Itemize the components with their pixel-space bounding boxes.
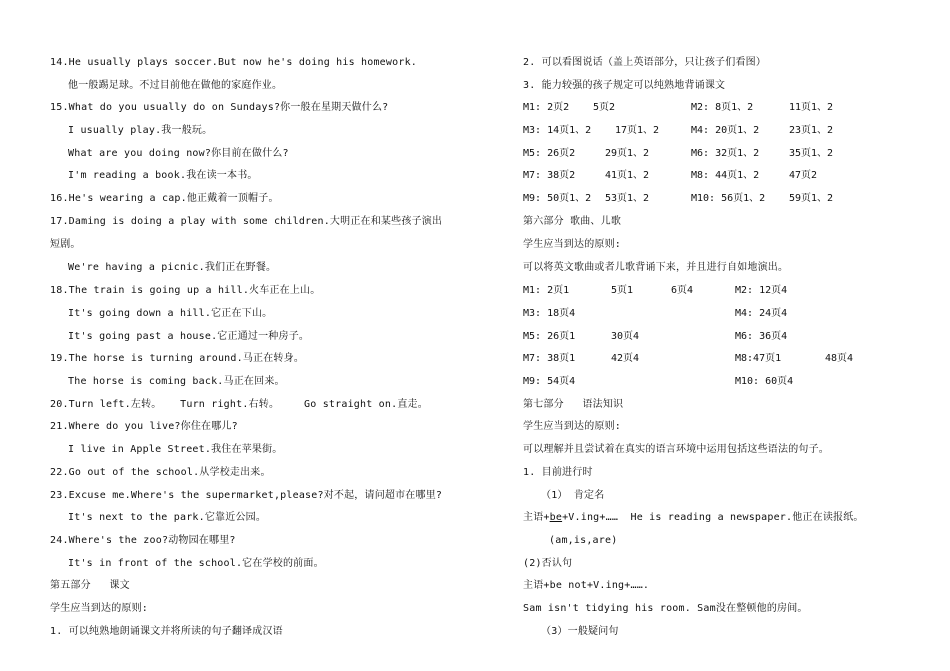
text-line: (am,is,are) [549,535,618,546]
text-line: 短剧。 [50,239,81,250]
text-line: 18.The train is going up a hill.火车正在上山。 [50,285,321,296]
table-cell: M3: 18页4 [523,308,576,319]
text-line: 17.Daming is doing a play with some children.大明正在和某些孩子演出 [50,216,443,227]
text-line: 主语+be not+V.ing+……. [523,580,650,591]
table-cell: 35页1、2 [789,148,834,159]
text-line: 16.He's wearing a cap.他正戴着一顶帽子。 [50,193,279,204]
formula-prefix: 主语+ [523,512,550,523]
text-line: 21.Where do you live?你住在哪儿? [50,421,238,432]
text-line: It's in front of the school.它在学校的前面。 [68,558,324,569]
text-line: 2. 可以看图说话（盖上英语部分，只让孩子们看图） [523,57,767,68]
text-line: 15.What do you usually do on Sundays?你一般在星期天做什么? [50,102,389,113]
text-line: 他一般踢足球。不过目前他在做他的家庭作业。 [68,80,283,91]
table-cell: 5页1 [611,285,634,296]
table-cell: M7: 38页2 [523,170,576,181]
section-heading: 第六部分 歌曲、儿歌 [523,216,622,227]
text-line: I'm reading a book.我在读一本书。 [68,170,258,181]
text-line: （3）一般疑问句 [541,626,619,637]
text-line: 19.The horse is turning around.马正在转身。 [50,353,305,364]
table-cell: M1: 2页2 [523,102,570,113]
table-cell: M10: 56页1、2 [691,193,766,204]
formula-rest: +V.ing+…… He is reading a newspaper.他正在读报纸。 [562,512,864,523]
text-line: 学生应当到达的原则: [50,603,149,614]
text-line: 1. 可以纯熟地朗诵课文并将所读的句子翻译成汉语 [50,626,283,637]
table-cell: 30页4 [611,331,640,342]
text-line: （1） 肯定名 [541,490,605,501]
text-line: 可以将英文歌曲或者儿歌背诵下来，并且进行自如地演出。 [523,262,789,273]
table-cell: M6: 36页4 [735,331,788,342]
table-cell: M6: 32页1、2 [691,148,760,159]
table-cell: M1: 2页1 [523,285,570,296]
table-cell: 11页1、2 [789,102,834,113]
text-line: 3. 能力较强的孩子规定可以纯熟地背诵课文 [523,80,726,91]
table-cell: M2: 12页4 [735,285,788,296]
table-cell: 17页1、2 [615,125,660,136]
text-line: 学生应当到达的原则: [523,239,622,250]
table-cell: M4: 20页1、2 [691,125,760,136]
table-cell: M8:47页1 [735,353,782,364]
table-cell: M5: 26页1 [523,331,576,342]
grammar-formula [523,511,864,525]
table-cell: M5: 26页2 [523,148,576,159]
table-cell: 59页1、2 [789,193,834,204]
text-line: 1. 目前进行时 [523,467,593,478]
text-line: The horse is coming back.马正在回来。 [68,376,285,387]
table-cell: 53页1、2 [605,193,650,204]
text-line: We're having a picnic.我们正在野餐。 [68,262,277,273]
text-line: Sam isn't tidying his room. Sam没在整顿他的房间。 [523,603,808,614]
table-cell: 6页4 [671,285,694,296]
section-heading: 第五部分 课文 [50,580,130,591]
text-line: What are you doing now?你目前在做什么? [68,148,289,159]
text-line: I usually play.我一般玩。 [68,125,213,136]
text-line: (2)否认句 [523,558,573,569]
table-cell: M4: 24页4 [735,308,788,319]
section-heading: 第七部分 语法知识 [523,399,624,410]
table-cell: 41页1、2 [605,170,650,181]
text-line: I live in Apple Street.我住在苹果街。 [68,444,283,455]
text-line: 学生应当到达的原则: [523,421,622,432]
formula-be: be [549,512,563,523]
text-line: 可以理解并且尝试着在真实的语言环境中运用包括这些语法的句子。 [523,444,829,455]
table-cell: 48页4 [825,353,854,364]
table-cell: M8: 44页1、2 [691,170,760,181]
text-line: 14.He usually plays soccer.But now he's doing his homework. [50,57,418,68]
table-cell: M9: 50页1、2 [523,193,592,204]
table-cell: 29页1、2 [605,148,650,159]
text-line: It's next to the park.它靠近公园。 [68,512,267,523]
text-line: It's going past a house.它正通过一种房子。 [68,331,310,342]
table-cell: 23页1、2 [789,125,834,136]
text-line: It's going down a hill.它正在下山。 [68,308,273,319]
text-line: 22.Go out of the school.从学校走出来。 [50,467,271,478]
table-cell: M9: 54页4 [523,376,576,387]
text-line: 20.Turn left.左转。 Turn right.右转。 Go straight on.直走。 [50,399,428,410]
text-line: 23.Excuse me.Where's the supermarket,please?对不起，请问超市在哪里? [50,490,443,501]
table-cell: M3: 14页1、2 [523,125,592,136]
table-cell: M7: 38页1 [523,353,576,364]
table-cell: 5页2 [593,102,616,113]
table-cell: 42页4 [611,353,640,364]
table-cell: 47页2 [789,170,818,181]
text-line: 24.Where's the zoo?动物园在哪里? [50,535,236,546]
table-cell: M10: 60页4 [735,376,794,387]
table-cell: M2: 8页1、2 [691,102,754,113]
